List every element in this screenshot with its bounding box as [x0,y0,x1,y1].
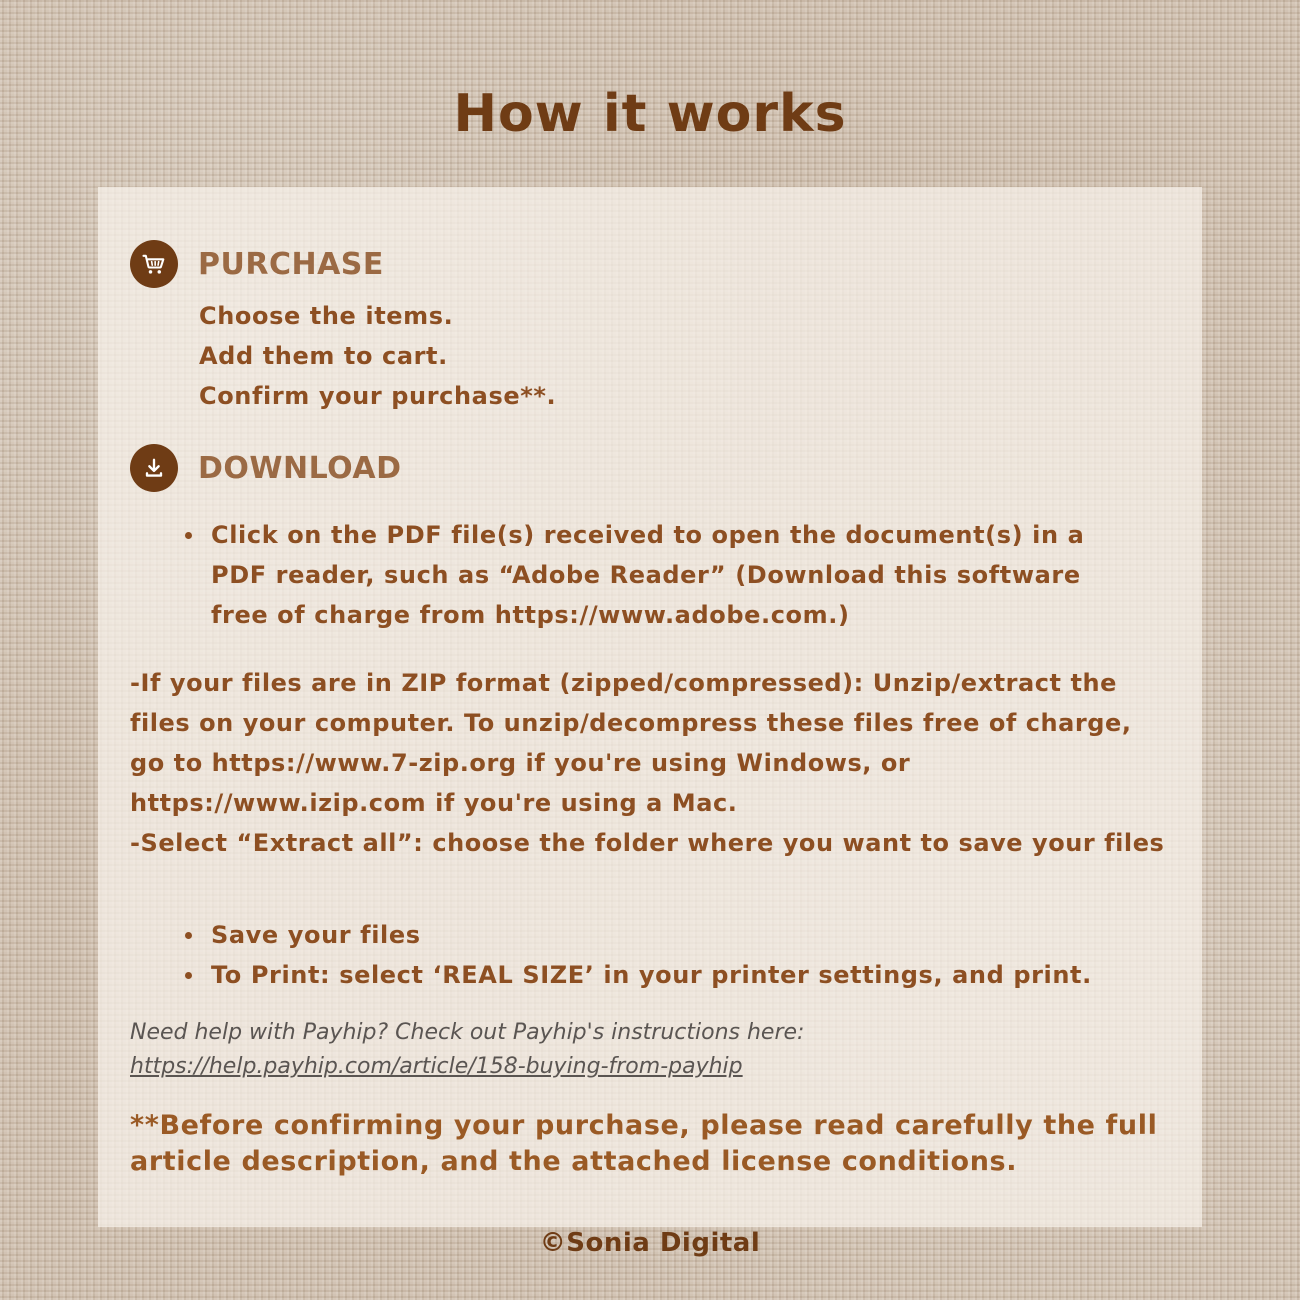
download-icon [130,444,178,492]
copyright-footer: ©Sonia Digital [539,1228,761,1258]
shopping-cart-icon [130,240,178,288]
download-section-header [130,444,401,492]
list-item: Save your files [185,915,1165,955]
list-item: Click on the PDF file(s) received to open the document(s) in a PDF reader, such as “Adobe Reader” (Download this software free of charge from https://www.adobe.com.) [185,515,1145,635]
purchase-heading: PURCHASE [198,246,384,282]
payhip-help-text: Need help with Payhip? Check out Payhip's instructions here: [130,1020,805,1045]
purchase-step: Confirm your purchase**. [199,382,557,410]
zip-instructions: -If your files are in ZIP format (zipped/compressed): Unzip/extract the files on your computer. To unzip/decompress these files free of charge, go to https://www.7-zip.org if you're using Windows, or https://www.izip.com if you're using a Mac. [130,669,1132,817]
extract-instructions: -Select “Extract all”: choose the folder where you want to save your files [130,829,1165,857]
save-print-bullets [185,915,1165,995]
payhip-help [130,1016,1170,1084]
list-item: To Print: select ‘REAL SIZE’ in your printer settings, and print. [185,955,1165,995]
purchase-warning: **Before confirming your purchase, please read carefully the full article description, and the attached license conditions. [130,1110,1158,1177]
download-heading: DOWNLOAD [198,450,402,486]
purchase-step: Add them to cart. [199,342,448,370]
payhip-help-link[interactable]: https://help.payhip.com/article/158-buying-from-payhip [130,1054,743,1079]
page-title: How it works [453,84,847,144]
purchase-section-header [130,240,384,288]
purchase-step: Choose the items. [199,302,454,330]
purchase-steps [199,296,556,416]
download-bullets [185,515,1145,635]
